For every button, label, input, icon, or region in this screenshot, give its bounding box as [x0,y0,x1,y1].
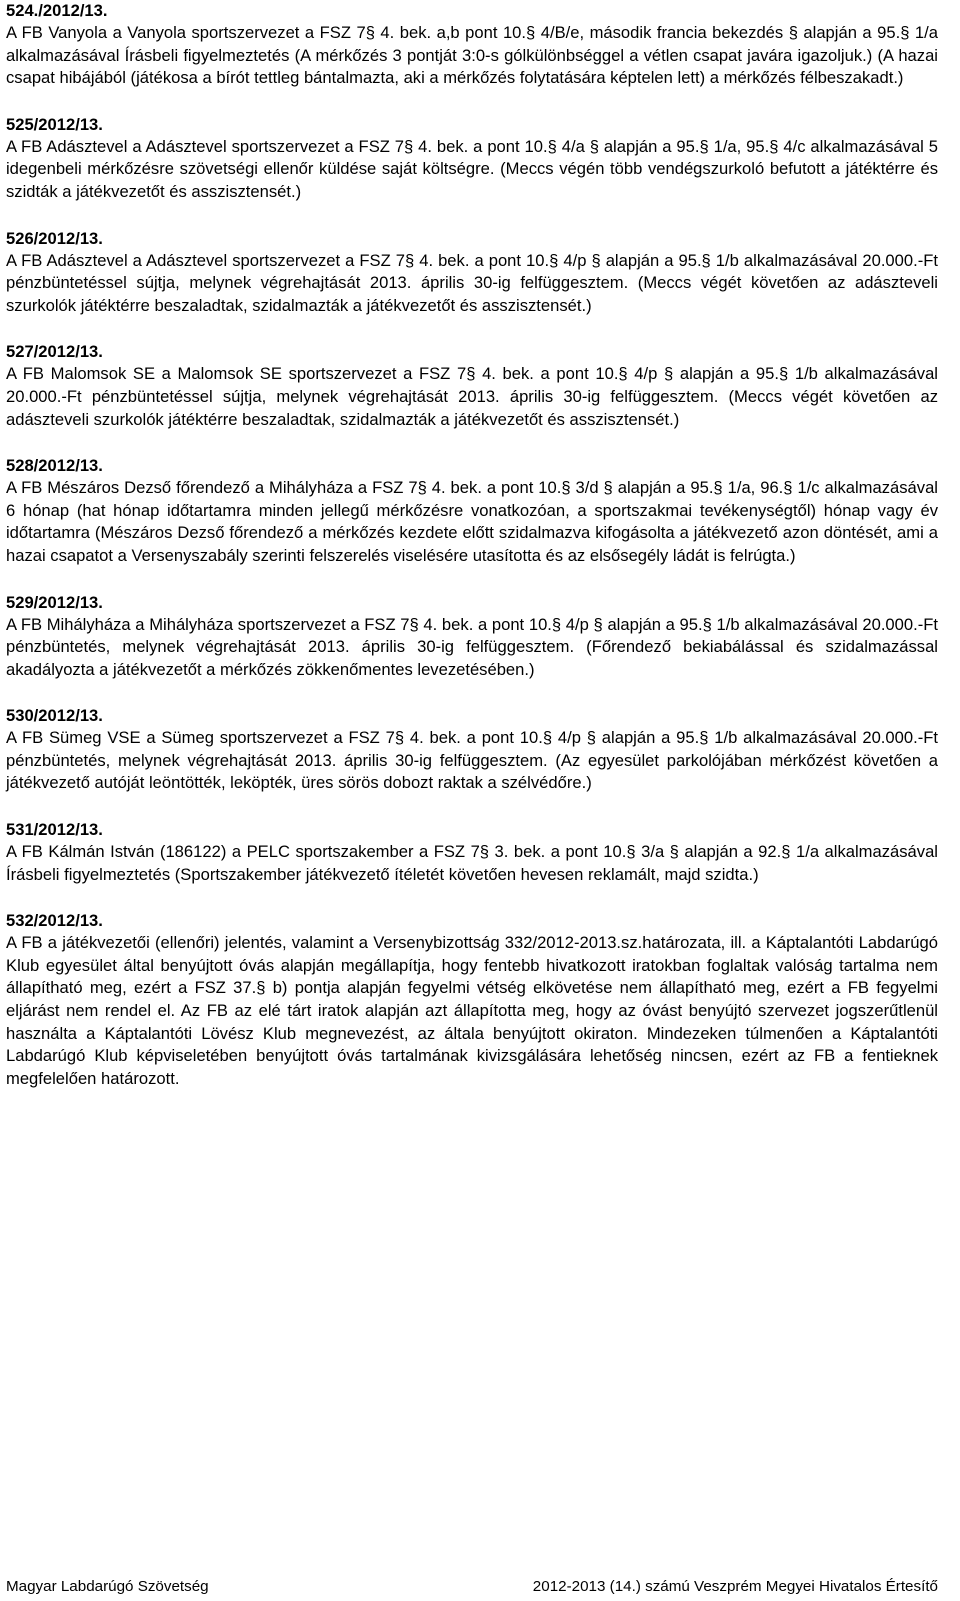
decision-number: 532/2012/13. [6,911,103,931]
document-body [6,0,938,1114]
decision-entry-530 [6,705,938,795]
decision-entry-532 [6,910,938,1090]
decision-text: A FB Mészáros Dezső főrendező a Mihályháza a FSZ 7§ 4. bek. a pont 10.§ 3/d § alapján a 95.§ 1/a, 96.§ 1/c alkalmazásával 6 hónap (hat hónap időtartamra minden jellegű mérkőzésre vonatkozóan, a sportszakmai tevékenységtől) hónap vagy év időtartamra (Mészáros Dezső főrendező a mérkőzés kezdete előtt szidalmazva kifogásolta a játékvezető azon döntését, ami a hazai csapatot a Versenyszabály szerinti felszerelés viselésére utasította és az elsősegély ládát is felrúgta.) [6,478,938,565]
footer-issue: 2012-2013 (14.) számú Veszprém Megyei Hivatalos Értesítő [532,1578,938,1595]
decision-number: 524./2012/13. [6,1,108,20]
decision-text: A FB Adásztevel a Adásztevel sportszervezet a FSZ 7§ 4. bek. a pont 10.§ 4/p § alapján a 95.§ 1/b alkalmazásával 20.000.-Ft pénzbüntetéssel sújtja, melynek végrehajtását 2013. április 30-ig felfüggesztem. (Meccs végét követően az adászteveli szurkolók játéktérre beszaladtak, szidalmazták a játékvezetőt és asszisztensét.) [6,250,938,315]
decision-number: 530/2012/13. [6,706,103,726]
decision-number: 527/2012/13. [6,342,103,362]
decision-entry-528 [6,455,938,567]
decision-entry-531 [6,819,938,886]
decision-text: A FB Adásztevel a Adásztevel sportszervezet a FSZ 7§ 4. bek. a pont 10.§ 4/a § alapján a 95.§ 1/a, 95.§ 4/c alkalmazásával 5 idegenbeli mérkőzésre szövetségi ellenőr küldése saját költségre. (Meccs végén több vendégszurkoló befutott a játéktérre és szidták a játékvezetőt és asszisztensét.) [6,136,938,201]
decision-entry-529 [6,592,938,682]
decision-entry-524 [6,0,938,90]
decision-text: A FB Mihályháza a Mihályháza sportszervezet a FSZ 7§ 4. bek. a pont 10.§ 4/p § alapján a 95.§ 1/b alkalmazásával 20.000.-Ft pénzbüntetés, melynek végrehajtását 2013. április 30-ig felfüggesztem. (Főrendező bekiabálással és szidalmazással akadályozta a játékvezetőt a mérkőzés zökkenőmentes levezetésében.) [6,614,938,679]
decision-number: 531/2012/13. [6,820,103,840]
decision-text: A FB Vanyola a Vanyola sportszervezet a FSZ 7§ 4. bek. a,b pont 10.§ 4/B/e, második francia bekezdés § alapján a 95.§ 1/a alkalmazásával Írásbeli figyelmeztetés (A mérkőzés 3 pontját 3:0-s gólkülönbséggel a vétlen csapat javára igazoljuk.) (A hazai csapat hibájából (játékosa a bírót tettleg bántalmazta, aki a mérkőzés folytatására képtelen lett) a mérkőzés félbeszakadt.) [6,23,938,88]
decision-number: 525/2012/13. [6,114,103,134]
decision-text: A FB a játékvezetői (ellenőri) jelentés, valamint a Versenybizottság 332/2012-2013.sz.határozata, ill. a Káptalantóti Labdarúgó Klub egyesület által benyújtott óvás alapján megállapítja, hogy fentebb hivatkozott iratokban foglaltak valóság tartalma nem állapítható meg, ezért a FSZ 37.§ b) pontja alapján fegyelmi vétség elkövetése nem állapítható meg, ezért a FB fegyelmi eljárást nem rendel el. Az FB az elé tárt iratok alapján azt állapította meg, hogy az óvást benyújtó szervezet jogszerűtlenül használta a Káptalantóti Lövész Klub megnevezést, az általa benyújtott okiraton. Mindezeken túlmenően a Káptalantóti Labdarúgó Klub képviseletében benyújtott óvás tartalmának kivizsgálására lehetőség nincsen, ezért az FB a fentieknek megfelelően határozott. [6,933,938,1088]
decision-number: 528/2012/13. [6,456,103,476]
decision-entry-525 [6,114,938,204]
decision-number: 526/2012/13. [6,228,103,248]
decision-text: A FB Sümeg VSE a Sümeg sportszervezet a FSZ 7§ 4. bek. a pont 10.§ 4/p § alapján a 95.§ 1/b alkalmazásával 20.000.-Ft pénzbüntetés, melynek végrehajtását 2013. április 30-ig felfüggesztem. (Az egyesület parkolójában mérkőzést követően a játékvezető autóját leöntötték, leköpték, üres sörös dobozt raktak a szélvédőre.) [6,728,938,793]
page-footer [6,1575,938,1599]
decision-entry-526 [6,228,938,318]
decision-number: 529/2012/13. [6,592,103,612]
decision-text: A FB Kálmán István (186122) a PELC sportszakember a FSZ 7§ 3. bek. a pont 10.§ 3/a § alapján a 92.§ 1/a alkalmazásával Írásbeli figyelmeztetés (Sportszakember játékvezető ítéletét követően hevesen reklamált, majd szidta.) [6,842,938,884]
decision-entry-527 [6,341,938,431]
footer-publisher: Magyar Labdarúgó Szövetség [6,1578,209,1595]
decision-text: A FB Malomsok SE a Malomsok SE sportszervezet a FSZ 7§ 4. bek. a pont 10.§ 4/p § alapján a 95.§ 1/b alkalmazásával 20.000.-Ft pénzbüntetéssel sújtja, melynek végrehajtását 2013. április 30-ig felfüggesztem. (Meccs végét követően az adászteveli szurkolók játéktérre beszaladtak, szidalmazták a játékvezetőt és asszisztensét.) [6,364,938,429]
